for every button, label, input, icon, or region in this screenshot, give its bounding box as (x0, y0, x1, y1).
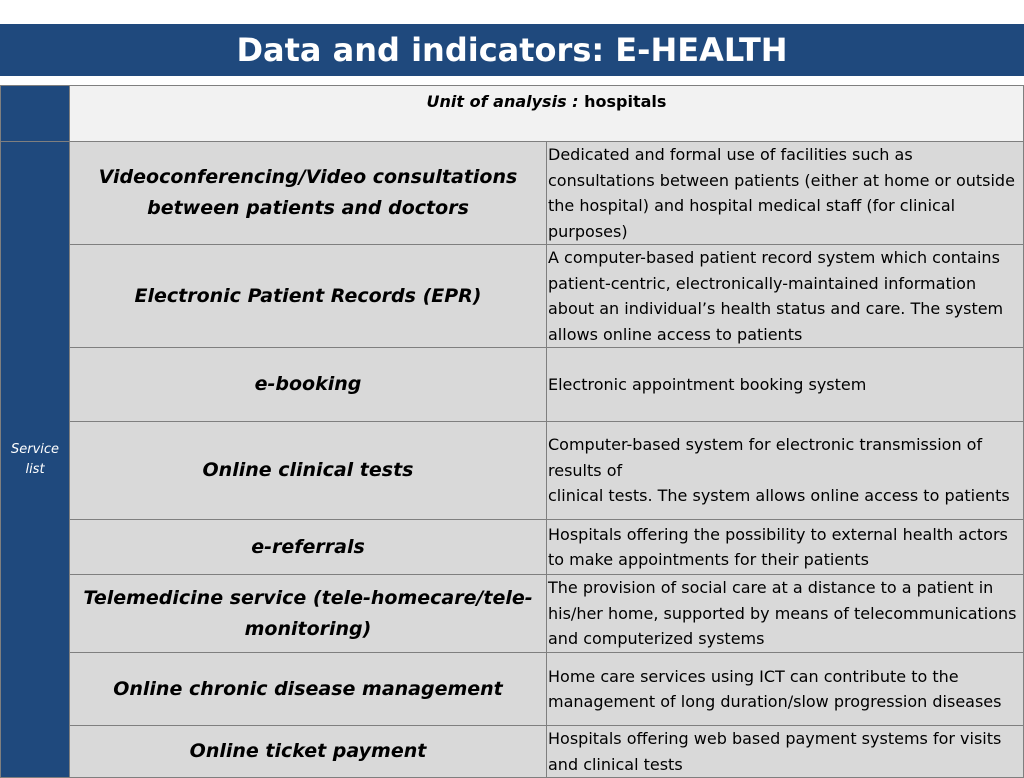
service-list-label-line1: Service (10, 442, 60, 457)
service-description: Dedicated and formal use of facilities such as consultations between patients (either at home or outside the hospital) and hospital medical staff (for clinical purposes) (547, 142, 1024, 245)
table-row (1, 575, 1024, 653)
service-description: The provision of social care at a distance to a patient in his/her home, supported by means of telecommunications and computerized systems (547, 575, 1024, 653)
service-description: Computer-based system for electronic transmission of results of clinical tests. The system allows online access to patients (547, 422, 1024, 520)
service-name: e-referrals (70, 520, 547, 575)
unit-label: Unit of analysis : (426, 92, 579, 111)
table-row (1, 422, 1024, 520)
service-list-label-line2: list (25, 461, 45, 477)
indicators-table (0, 85, 1024, 778)
service-name: Online clinical tests (70, 422, 547, 520)
service-name: Videoconferencing/Video consultations between patients and doctors (70, 142, 547, 245)
table-row (1, 653, 1024, 726)
page-title: Data and indicators: E-HEALTH (0, 24, 1024, 76)
service-list-label (1, 440, 69, 479)
table-row (1, 142, 1024, 245)
header-row (1, 86, 1024, 142)
table-row (1, 726, 1024, 778)
service-name: Electronic Patient Records (EPR) (70, 245, 547, 348)
side-header-cell (1, 86, 70, 142)
service-list-column (1, 142, 70, 778)
service-description: A computer-based patient record system which contains patient-centric, electronically-maintained information about an individual’s health status and care. The system allows online access to patients (547, 245, 1024, 348)
table-row (1, 348, 1024, 422)
unit-of-analysis (70, 86, 1024, 142)
service-name: Online chronic disease management (70, 653, 547, 726)
table-row (1, 520, 1024, 575)
service-name: e-booking (70, 348, 547, 422)
service-description: Hospitals offering the possibility to external health actors to make appointments for their patients (547, 520, 1024, 575)
service-description: Home care services using ICT can contribute to the management of long duration/slow progression diseases (547, 653, 1024, 726)
service-description: Electronic appointment booking system (547, 348, 1024, 422)
unit-value: hospitals (578, 92, 667, 111)
service-description: Hospitals offering web based payment systems for visits and clinical tests (547, 726, 1024, 778)
table-row (1, 245, 1024, 348)
service-name: Online ticket payment (70, 726, 547, 778)
service-name: Telemedicine service (tele-homecare/tele-monitoring) (70, 575, 547, 653)
